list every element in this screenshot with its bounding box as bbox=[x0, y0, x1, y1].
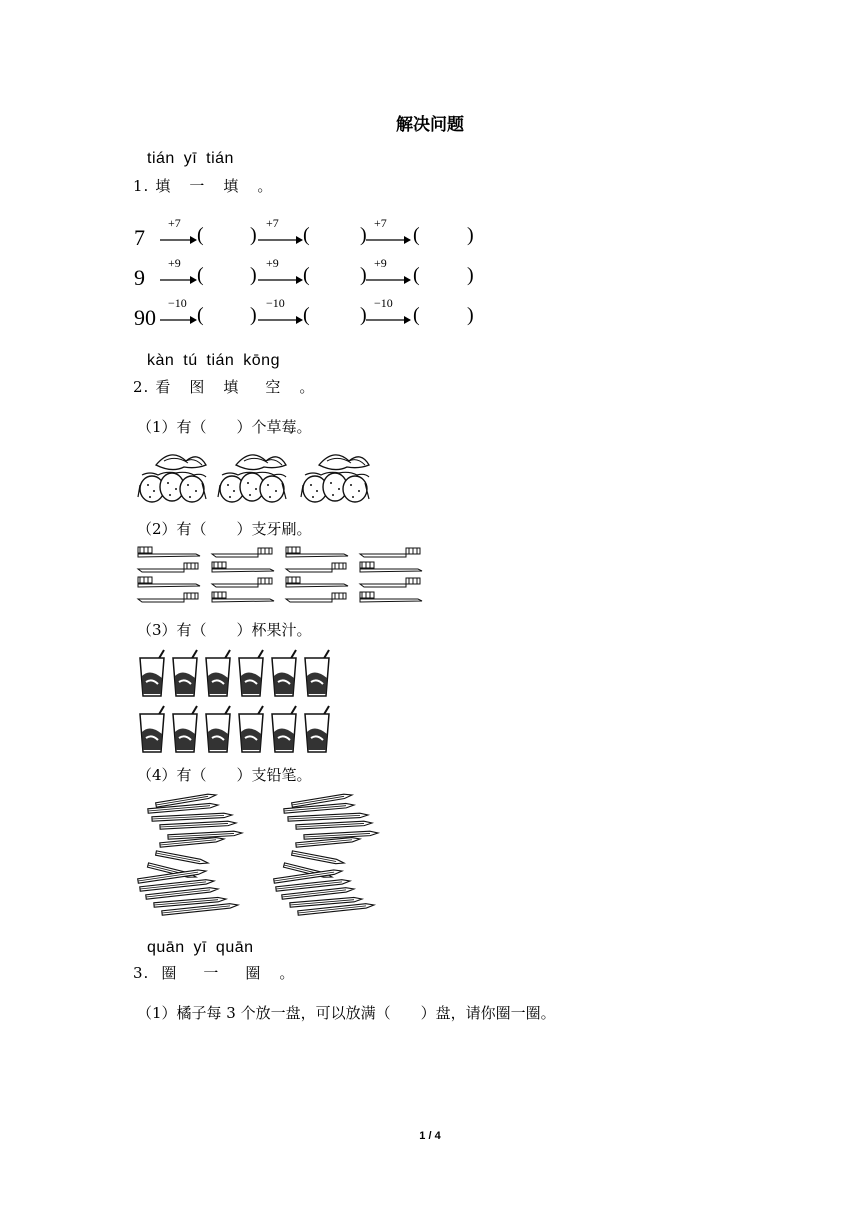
juice-cup bbox=[140, 650, 164, 696]
q3-char: 。 bbox=[279, 964, 296, 982]
chain-operation-label: −10 bbox=[168, 296, 187, 310]
pencil bbox=[156, 851, 208, 864]
juice-cup bbox=[206, 650, 230, 696]
pencil bbox=[152, 813, 232, 821]
q1-title bbox=[133, 175, 291, 196]
toothbrush bbox=[138, 563, 198, 572]
juice-cup bbox=[239, 650, 263, 696]
pencil bbox=[168, 831, 242, 839]
pencil-group bbox=[134, 793, 384, 927]
answer-blank-open: ( bbox=[413, 224, 420, 246]
arrow-right-icon bbox=[366, 275, 414, 285]
answer-blank-close: ) bbox=[467, 224, 474, 246]
strawberry-bunch bbox=[218, 455, 286, 502]
q1-pinyin: tián yī tián bbox=[147, 150, 234, 167]
chain-operation-label: −10 bbox=[266, 296, 285, 310]
juice-cup bbox=[140, 706, 164, 752]
answer-blank-open: ( bbox=[413, 304, 420, 326]
toothbrush bbox=[286, 593, 346, 602]
juice-cup bbox=[206, 706, 230, 752]
juice-cup-icon bbox=[136, 648, 346, 756]
juice-cup bbox=[272, 706, 296, 752]
arrow-right-icon bbox=[366, 315, 414, 325]
juice-cup bbox=[305, 650, 329, 696]
q3-item-1: （1）橘子每 3 个放一盘，可以放满（ ）盘，请你圈一圈。 bbox=[137, 1004, 556, 1022]
toothbrush bbox=[360, 578, 420, 587]
arrow-right-icon bbox=[160, 315, 200, 325]
chain-operation-label: +7 bbox=[374, 216, 387, 230]
q2-item-1: （1）有（ ）个草莓。 bbox=[137, 418, 312, 436]
strawberry-group bbox=[136, 445, 376, 511]
chain-operation-label: −10 bbox=[374, 296, 393, 310]
q2-title bbox=[133, 376, 333, 397]
q2-char: 看 bbox=[155, 378, 172, 396]
arrow-right-icon bbox=[258, 275, 306, 285]
answer-blank-close: ) bbox=[467, 304, 474, 326]
arrow-right-icon bbox=[160, 235, 200, 245]
q2-item-3: （3）有（ ）杯果汁。 bbox=[137, 621, 312, 639]
q1-char: 一 bbox=[189, 177, 206, 195]
q2-pinyin: kàn tú tián kōng bbox=[147, 352, 280, 369]
pencil-icon bbox=[134, 793, 384, 923]
q2-number: 2. bbox=[133, 378, 150, 396]
answer-blank-open: ( bbox=[303, 264, 310, 286]
chain-start-number: 90 bbox=[134, 305, 156, 330]
chain-operation-label: +9 bbox=[168, 256, 181, 270]
answer-blank-close: ) bbox=[250, 304, 257, 326]
answer-blank-open: ( bbox=[413, 264, 420, 286]
arrow-right-icon bbox=[366, 235, 414, 245]
q3-char: 圈 bbox=[161, 964, 178, 982]
toothbrush bbox=[138, 577, 200, 587]
q3-char: 一 bbox=[203, 964, 220, 982]
q1-char: 。 bbox=[257, 177, 274, 195]
answer-blank-close: ) bbox=[360, 264, 367, 286]
q2-item-4: （4）有（ ）支铅笔。 bbox=[137, 766, 312, 784]
chain-start-number: 9 bbox=[134, 265, 145, 290]
answer-blank-close: ) bbox=[467, 264, 474, 286]
toothbrush bbox=[286, 563, 346, 572]
toothbrush bbox=[360, 562, 422, 572]
chain-operation-label: +9 bbox=[374, 256, 387, 270]
toothbrush bbox=[360, 592, 422, 602]
juice-cup bbox=[173, 706, 197, 752]
pencil bbox=[292, 851, 344, 864]
answer-blank-close: ) bbox=[360, 224, 367, 246]
q2-char: 图 bbox=[189, 378, 206, 396]
toothbrush bbox=[138, 547, 200, 557]
q2-char: 。 bbox=[299, 378, 316, 396]
pencil bbox=[288, 813, 368, 821]
pencil bbox=[296, 821, 372, 829]
chain-operation-label: +9 bbox=[266, 256, 279, 270]
answer-blank-open: ( bbox=[303, 304, 310, 326]
strawberry-bunch bbox=[138, 455, 206, 502]
answer-blank-close: ) bbox=[360, 304, 367, 326]
q3-pinyin: quān yī quān bbox=[147, 939, 254, 956]
toothbrush bbox=[286, 547, 348, 557]
chain-operation-label: +7 bbox=[168, 216, 181, 230]
arrow-right-icon bbox=[258, 235, 306, 245]
q1-number: 1. bbox=[133, 177, 150, 195]
answer-blank-open: ( bbox=[197, 304, 204, 326]
strawberry-icon bbox=[136, 445, 376, 507]
q1-chain-row bbox=[0, 216, 860, 258]
answer-blank-open: ( bbox=[197, 264, 204, 286]
toothbrush bbox=[138, 593, 198, 602]
toothbrush-icon bbox=[136, 544, 436, 610]
answer-blank-open: ( bbox=[303, 224, 310, 246]
toothbrush bbox=[286, 577, 348, 587]
juice-group bbox=[136, 648, 346, 760]
juice-cup bbox=[239, 706, 263, 752]
q2-item-2: （2）有（ ）支牙刷。 bbox=[137, 520, 312, 538]
arrow-right-icon bbox=[258, 315, 306, 325]
q1-chain-row bbox=[0, 256, 860, 298]
pencil bbox=[304, 831, 378, 839]
toothbrush-group bbox=[136, 544, 436, 614]
page-title: 解决问题 bbox=[396, 115, 464, 135]
juice-cup bbox=[272, 650, 296, 696]
q1-char: 填 bbox=[223, 177, 240, 195]
juice-cup bbox=[305, 706, 329, 752]
toothbrush bbox=[212, 578, 272, 587]
answer-blank-close: ) bbox=[250, 224, 257, 246]
chain-operation-label: +7 bbox=[266, 216, 279, 230]
juice-cup bbox=[173, 650, 197, 696]
answer-blank-close: ) bbox=[250, 264, 257, 286]
strawberry-bunch bbox=[301, 455, 369, 502]
q1-chain-row bbox=[0, 296, 860, 338]
q2-char: 填 bbox=[223, 378, 240, 396]
page-number: 1 / 4 bbox=[419, 1130, 441, 1142]
toothbrush bbox=[360, 548, 420, 557]
answer-blank-open: ( bbox=[197, 224, 204, 246]
toothbrush bbox=[212, 562, 274, 572]
q3-title bbox=[133, 962, 313, 983]
toothbrush bbox=[212, 548, 272, 557]
q1-char: 填 bbox=[155, 177, 172, 195]
chain-start-number: 7 bbox=[134, 225, 145, 250]
q2-char: 空 bbox=[265, 378, 282, 396]
arrow-right-icon bbox=[160, 275, 200, 285]
pencil bbox=[160, 821, 236, 829]
q3-char: 圈 bbox=[245, 964, 262, 982]
toothbrush bbox=[212, 592, 274, 602]
q3-number: 3. bbox=[133, 964, 150, 982]
